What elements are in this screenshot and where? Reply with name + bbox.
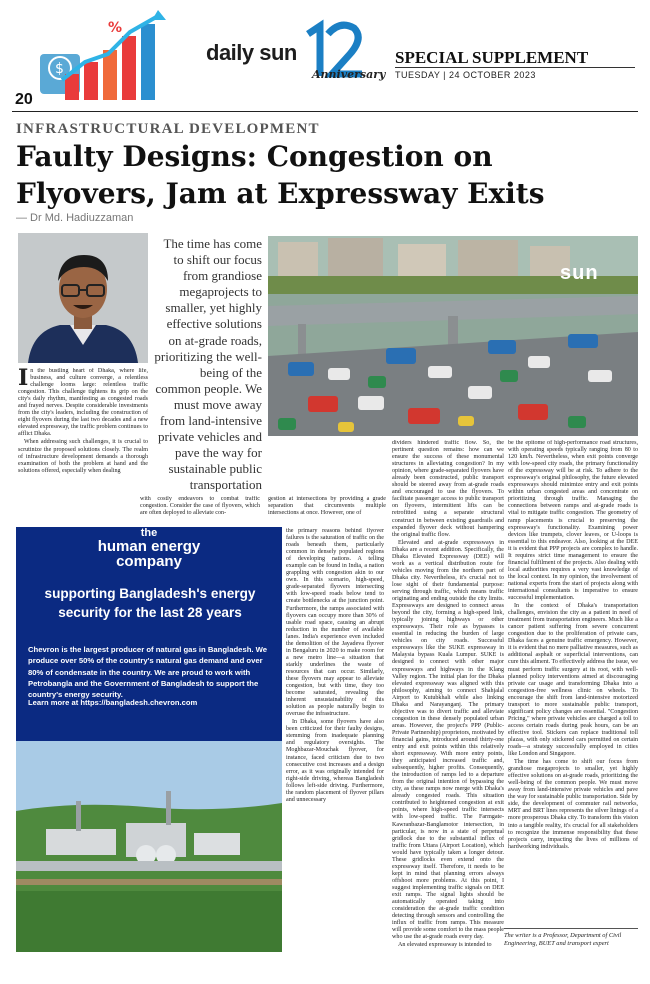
header-rule	[12, 111, 638, 112]
article-column-1	[18, 368, 148, 528]
paragraph: the primary reasons behind flyover failures is the saturation of traffic on the roads beneath them, particularly common in densely populated regions of developing nations. A telling example can be found in India, a nation grappling with congestion akin to our own. In this scenario, high-speed, grade-separated flyovers intersecting with low-speed roads below tend to create bottlenecks at the junction point. Furthermore, the ramps associated with flyovers can occupy more than 30% of usable road space, causing an abrupt reduction in the number of available lanes. India's experience even included the demolition of the Jayadeva flyover in Bengaluru in 2020 to make room for a new metro line—a situation that starkly underlines the waste of resources that can occur. Similarly, these flyovers may appear to alleviate congestion, but with time, they too become saturated, revealing the inherent unsustainability of this solution as people naturally begin to overuse the infrastructure.	[286, 528, 384, 718]
paragraph: When addressing such challenges, it is crucial to scrutinize the proposed solutions closely. The realm of infrastructure development demands a thorough examination of both the problem at hand and the solutions offered, especially when dealing	[18, 439, 148, 474]
paragraph: In the context of Dhaka's transportation challenges, envision the city as a patient in need of treatment from transportation engineers. Much like a cancer patient suffering from severe concurrent congestion due to the proliferation of private cars, Dhaka faces a genuine traffic emergency. However, it is evident that no mere palliative measures, such as additional asphalt or superficial interventions, can cure this ailment. To effectively address the issue, we must perform traffic surgery at its root, with well-planned policy interventions aimed at discouraging private car usage and transforming Dhaka into a congestion-free wellness clinic on wheels. To encourage the shift from land-intensive motorized transport to more sustainable public transport, significant policy changes are essential. "Congestion Pricing," where private vehicles are charged a toll to access certain roads during peak hours, can be an effective tool. Stickers can replace traditional toll plazas, with only stickered cars permitted on certain roads—a strategy successfully employed in cities like London and Singapore.	[508, 603, 638, 758]
ad-brand-line: human energy	[97, 538, 201, 555]
supplement-date: TUESDAY | 24 OCTOBER 2023	[395, 70, 536, 80]
paragraph: The time has come to shift our focus from grandiose megaprojects to smaller, yet highly effective solutions on at-grade roads, prioritizing the well-being of the common people. We must move away from land-intensive private vehicles and pave the way for sustainable public transportation. Side by side, the development of commuter rail networks, MRT and BRT lines represents the silver linings of a more prosperous Dhaka city. To transform this vision into a tangible reality, it's crucial for all stakeholders to recognize the immense responsibility that these projects carry, impacting the lives of millions of hardworking individuals.	[508, 759, 638, 850]
svg-text:$: $	[55, 61, 64, 77]
byline: — Dr Md. Hadiuzzaman	[16, 212, 134, 224]
finance-chart-icon	[40, 10, 190, 105]
article-column-4	[508, 440, 638, 926]
page-number: 20	[15, 91, 33, 108]
article-column-3	[392, 440, 504, 952]
ad-headline: supporting Bangladesh's energy security for the last 28 years	[44, 586, 256, 620]
paragraph: An elevated expressway is intended to	[398, 942, 492, 949]
author-photo	[18, 233, 148, 363]
paragraph: dividers hindered traffic flow. So, the pertinent question remains: how can we ensure the success of these monumental structures in alleviating congestion? In my opinion, where grade-separated flyovers have already been constructed, public transport should be steered away from at-grade roads and encouraged to use the flyovers. To facilitate passenger access to public transport on flyovers, intermittent lifts can be retrofitted using a separate structural construct in between existing guardrails and expanded flyover deck without hampering the original traffic flow.	[392, 440, 504, 538]
svg-text:%: %	[108, 20, 123, 36]
paragraph: be the epitome of high-performance road structures, with operating speeds typically ranging from 80 to 120 km/h. Nevertheless, when exit points converge with low-speed city roads, the primary functionality of the expressway will be at risk. To adhere to the expressway's original philosophy, the future elevated expressways should minimize entry and exit points within urban congested areas and concentrate on prioritizing through traffic. Managing the connections between ramps and at-grade roads is vital to mitigate traffic congestion. The geometry of ramp placements is crucial to preserving the expressway's functionality. Examining power devices like trumpets, clover leaves, or U-loops is essential to this endeavor. Also, looking at the DEE it is evident that PPP projects are complex to handle. It requires strict time management to ensure the financial fulfilment of the projects. Also dealing with local authorities requires a very vast knowledge of the local context. In my opinion, the involvement of national experts from the start of projects along with international consultants is imperative to ensure successful implementation.	[508, 440, 638, 602]
anniversary-word: Anniversary	[312, 68, 386, 81]
headline: Faulty Designs: Congestion on Flyovers, Jam at Expressway Exits	[16, 140, 545, 210]
supplement-title: SPECIAL SUPPLEMENT	[395, 48, 589, 67]
section-kicker: INFRASTRUCTURAL DEVELOPMENT	[16, 121, 320, 137]
ad-brand-line: company	[116, 553, 182, 570]
chevron-advertisement	[16, 527, 282, 952]
paragraph: with costly endeavors to combat traffic congestion. Consider the case of flyovers, which are often deployed to alleviate con-	[140, 496, 260, 517]
masthead	[0, 0, 650, 115]
supplement-divider	[395, 67, 635, 68]
pull-quote: The time has come to shift our focus from grandiose megaprojects to smaller, yet highly effective solutions on at-grade roads, prioritizing the well-being of the common people. We must move away from land-intensive private vehicles and pave the way for sustainable public transportation	[154, 236, 262, 493]
article-column-2-top	[140, 496, 260, 526]
photo-badge: sun	[560, 262, 599, 284]
brand-name: daily sun	[206, 40, 297, 65]
ad-body: Chevron is the largest producer of natural gas in Bangladesh. We produce over 50% of the country's natural gas demand and over 80% of condensate in the country. We are proud to work with Petrobangla and the Government of Bangladesh to support the country's energy security.	[28, 645, 268, 700]
paragraph: In Dhaka, some flyovers have also been criticized for their faulty designs, stemming from inadequate planning and regulatory oversights. The Moghbazar-Mouchak flyover, for instance, faced criticism due to two consecutive cost increases and a design error, as it was originally intended for right-side driving, whereas Bangladesh follows left-side driving. Furthermore, the random placement of flyover pillars and unnecessary	[286, 719, 384, 803]
article-column-3-top	[268, 496, 386, 526]
author-note: The writer is a Professor, Department of Civil Engineering, BUET and transport expert	[504, 928, 638, 948]
paragraph: gestion at intersections by providing a grade separation that circumvents multiple intersections at once. However, one of	[268, 496, 386, 517]
drop-cap: I	[18, 368, 29, 391]
ad-brand-line: the	[140, 527, 158, 539]
ad-brand	[16, 527, 282, 569]
ad-link[interactable]: Learn more at https://bangladesh.chevron.com	[28, 698, 198, 707]
article-column-2	[286, 528, 384, 948]
paragraph: Elevated and at-grade expressways in Dhaka are a recent addition. Specifically, the Dhaka Elevated Expressway (DEE) will work as a vertical distribution route for vehicles moving from the northern part of Dhaka city. Nevertheless, it's crucial not to lose sight of their fundamental purpose: serving through traffic, which means traffic originating and ending outside the city limits. Expressways are designed to connect areas beyond the city, forming a high-speed link, typically joining highways or other expressways. Their role as bypasses is essential in reducing the burden of large vehicles on city roads. Successful expressways like the SUKE expressway in Malaysia bypass Kuala Lumpur. SUKE is designed to connect with other major expressways and highways in the Klang Valley region. The initial plan for the Dhaka elevated expressway was aligned with this philosophy, aiming to connect Shahjalal Airport to Kutubkhali while also linking Dhaka and Narayanganj. The primary objective was to divert traffic and alleviate congestion in these densely populated urban areas. However, the project's PPP (Public-Private Partnership) proprietors, motivated by financial gains, introduced around thirty-one entry and exit points within this relatively short expressway. With more entry points, they anticipated increased traffic and, subsequently, higher profits. Consequently, the introduction of ramps led to a departure from the original intention of bypassing the city, as these ramps now merge with Dhaka's already congested roads. This situation contributed to heightened congestion at exit points, where high-speed traffic intersects with low-speed traffic. The Farmgate-Kawranbazar-Banglamotor intersection, in particular, is now in a state of perpetual gridlock due to the substantial influx of traffic from Uttara (Airport Location), which would have typically taken a longer detour. These gridlocks even extend onto the expressway itself. Therefore, it needs to be kept in mind that planning errors always offshoot more problems. At this point, I suggest implementing traffic signals on DEE exit ramps. The signal lights should be automatically operated taking into consideration the at-grade traffic condition detecting through sensors and controlling the influx of traffic from ramps. This measure will provide some comfort to the mass people who use the at-grade roads every day.	[392, 539, 504, 941]
paragraph: n the bustling heart of Dhaka, where life, business, and culture converge, a relentless challenge looms large: relentless traffic congestion. This challenge tightens its grip on the city's daily rhythm, manifesting as congested roads and frayed nerves. Despite considerable investments from the city's leaders, including the construction of eight flyovers during the last two decades and a new elevated expressway, the traffic problem continues to afflict Dhaka.	[18, 368, 148, 438]
ad-gas-plant-photo	[16, 741, 282, 952]
